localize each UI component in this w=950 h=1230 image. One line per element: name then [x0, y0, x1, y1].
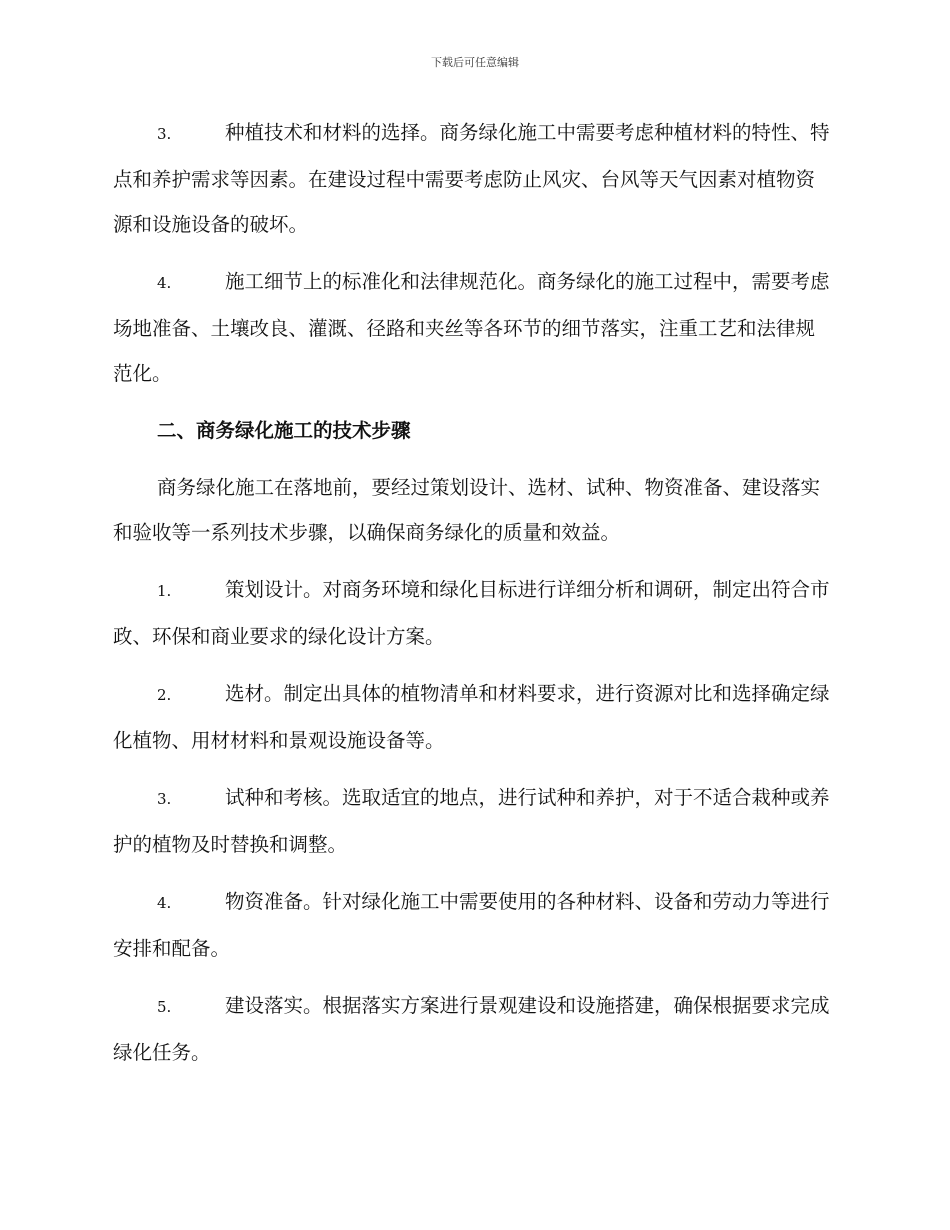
list-item: [113, 259, 833, 396]
page-header: 下载后可任意编辑: [431, 56, 519, 69]
document-body: [113, 110, 833, 1087]
list-item-number: 3.: [157, 125, 172, 143]
list-item: [113, 775, 833, 867]
list-item-number: 2.: [157, 686, 172, 704]
list-item-text: 策划设计。对商务环境和绿化目标进行详细分析和调研，制定出符合市政、环保和商业要求的绿化设计方案。: [113, 578, 830, 648]
section-heading: 二、商务绿化施工的技术步骤: [157, 419, 411, 442]
list-item-text: 建设落实。根据落实方案进行景观建设和设施搭建，确保根据要求完成绿化任务。: [113, 994, 830, 1064]
list-item-number: 4.: [157, 894, 172, 912]
list-item-number: 3.: [157, 790, 172, 808]
list-item-number: 5.: [157, 998, 172, 1016]
list-item-text: 物资准备。针对绿化施工中需要使用的各种材料、设备和劳动力等进行安排和配备。: [113, 890, 830, 960]
list-item-text: 施工细节上的标准化和法律规范化。商务绿化的施工过程中，需要考虑场地准备、土壤改良、灌溉、径路和夹丝等各环节的细节落实，注重工艺和法律规范化。: [113, 270, 830, 385]
list-item-text: 试种和考核。选取适宜的地点，进行试种和养护，对于不适合栽种或养护的植物及时替换和调整。: [113, 786, 830, 856]
list-item-number: 4.: [157, 274, 172, 292]
list-item: [113, 879, 833, 971]
list-item-text: 选材。制定出具体的植物清单和材料要求，进行资源对比和选择确定绿化植物、用材材料和景观设施设备等。: [113, 682, 830, 752]
list-item: [113, 567, 833, 659]
list-item: [113, 983, 833, 1075]
list-item: [113, 671, 833, 763]
section-intro-paragraph: 商务绿化施工在落地前，要经过策划设计、选材、试种、物资准备、建设落实和验收等一系列技术步骤，以确保商务绿化的质量和效益。: [113, 476, 821, 544]
list-item-text: 种植技术和材料的选择。商务绿化施工中需要考虑种植材料的特性、特点和养护需求等因素。在建设过程中需要考虑防止风灾、台风等天气因素对植物资源和设施设备的破坏。: [113, 121, 830, 236]
list-item-number: 1.: [157, 582, 172, 600]
list-item: [113, 110, 833, 247]
